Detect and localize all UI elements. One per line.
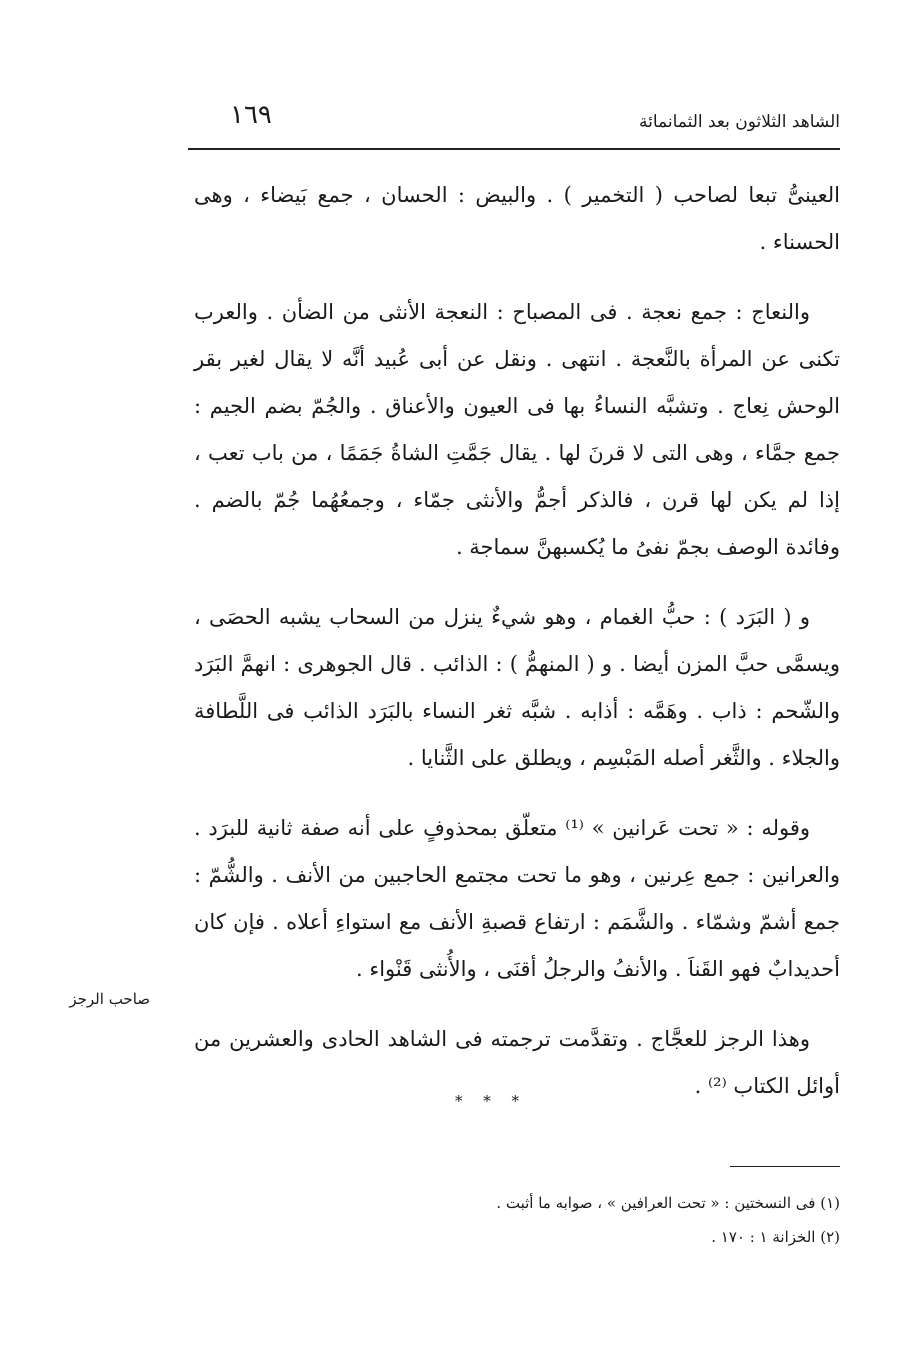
running-head (190, 100, 840, 140)
main-text (194, 172, 840, 1133)
section-separator: * * * (454, 1092, 528, 1110)
paragraph-5: وهذا الرجز للعجَّاج . وتقدَّمت ترجمته فى الشاهد الحادى والعشرين من أوائل الكتاب ⁽²⁾ . (194, 1027, 840, 1098)
margin-note: صاحب الرجز (69, 990, 150, 1008)
footnote-rule (730, 1166, 840, 1167)
paragraph-2: والنعاج : جمع نعجة . فى المصباح : النعجة الأنثى من الضأن . والعرب تكنى عن المرأة بالنَّعجة . انتهى . ونقل عن أبى عُبيد أنَّه لا يقال لغير بقر الوحش نِعاج . وتشبَّه النساءُ بها فى العيون والأعناق . والجُمّ بضم الجيم : جمع جمَّاء ، وهى التى لا قرنَ لها . يقال جَمَّتِ الشاةُ جَمَمًا ، من باب تعب ، إذا لم يكن لها قرن ، فالذكر أجمُّ والأنثى جمّاء ، وجمعُهُما جُمّ بالضم . وفائدة الوصف بجمّ نفىُ ما يُكسبهنَّ سماجة . (194, 300, 840, 559)
footnote-1: (١) فى النسختين : « تحت العرافين » ، صوابه ما أثبت . (496, 1194, 840, 1212)
paragraph-4: وقوله : « تحت عَرانين » ⁽¹⁾ متعلّق بمحذوفٍ على أنه صفة ثانية للبرَد . والعرانين : جمع عِرنين ، وهو ما تحت مجتمع الحاجبين من الأنف . والشُّمّ : جمع أشمّ وشمّاء . والشَّمَم : ارتفاع قصبةِ الأنف مع استواءِ أعلاه . فإن كان أحديدابٌ فهو القَناَ . والأنفُ والرجلُ أقنَى ، والأُنثى قَنْواء . (194, 816, 840, 981)
paragraph-3: و ( البَرَد ) : حبُّ الغمام ، وهو شيءٌ ينزل من السحاب يشبه الحصَى ، ويسمَّى حبَّ المزن أيضا . و ( المنهمُّ ) : الذائب . قال الجوهرى : انهمَّ البَرَد والشّحم : ذاب . وهَمَّه : أذابه . شبَّه ثغر النساء بالبَرَد الذائب فى اللَّطافة والجلاء . والثَّغر أصله المَبْسِم ، ويطلق على الثَّنايا . (194, 605, 840, 770)
header-rule (188, 148, 840, 150)
paragraph-1: العينىُّ تبعا لصاحب ( التخمير ) . والبيض : الحسان ، جمع بَيضاء ، وهى الحسناء . (194, 183, 840, 254)
page-number: ١٦٩ (230, 100, 272, 130)
running-title: الشاهد الثلاثون بعد الثمانمائة (638, 112, 840, 132)
footnotes (420, 1186, 840, 1254)
footnote-2: (٢) الخزانة ١ : ١٧٠ . (711, 1228, 840, 1246)
